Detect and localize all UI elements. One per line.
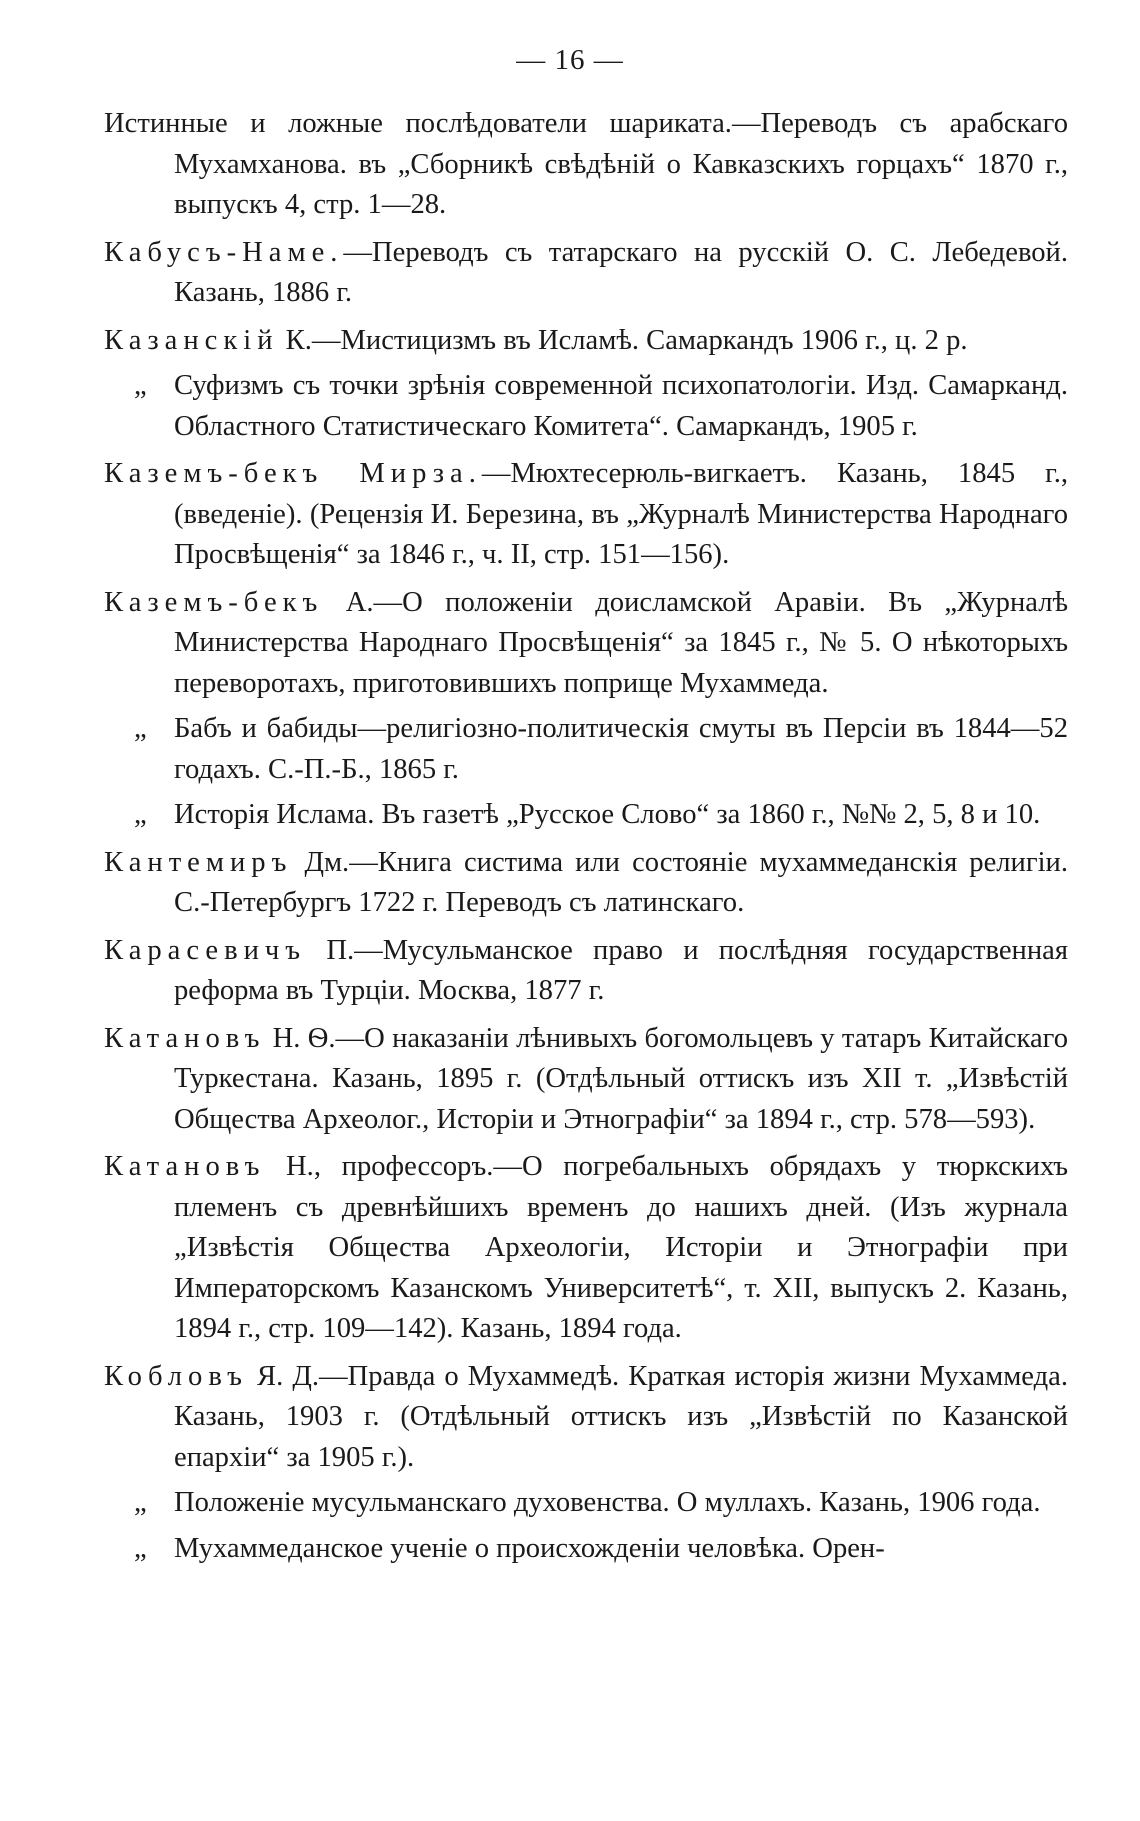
bibliography-entry xyxy=(104,454,1068,576)
entry-author: Катановъ xyxy=(104,1151,266,1182)
entry-text: К.—Мистицизмъ въ Исламѣ. Самаркандъ 1906 г., ц. 2 р. xyxy=(278,324,968,356)
entry-author: Кобловъ xyxy=(104,1360,248,1392)
entry-author: Карасевичъ xyxy=(104,934,307,966)
entry-text: Я. Д.—Правда о Мухаммедѣ. Краткая исторія жизни Мухаммеда. Казань, 1903 г. (Отдѣльный оттискъ изъ „Извѣстій по Казанской епархіи“ за 1905 г.). xyxy=(174,1360,1068,1473)
bibliography-entry-continuation xyxy=(104,709,1068,790)
entry-author: Катановъ xyxy=(104,1022,266,1054)
bibliography-entry xyxy=(104,583,1068,705)
bibliography-list xyxy=(104,104,1068,1576)
bibliography-entry xyxy=(104,233,1068,314)
ditto-mark: „ xyxy=(134,1532,147,1564)
ditto-mark: „ xyxy=(134,1487,147,1518)
page-number: — 16 — xyxy=(516,44,624,76)
bibliography-entry xyxy=(104,843,1068,924)
bibliography-entry xyxy=(104,1357,1068,1479)
bibliography-entry xyxy=(104,321,1068,362)
entry-text: Дм.—Книга систима или состояніе мухаммеданскія религіи. С.-Петербургъ 1722 г. Переводъ съ латинскаго. xyxy=(174,846,1068,918)
entry-text: Н. Ѳ.—О наказаніи лѣнивыхъ богомольцевъ у татаръ Китайскаго Туркестана. Казань, 1895 г. (Отдѣльный оттискъ изъ XII т. „Извѣстій Общества Археолог., Исторіи и Этнографіи“ за 1894 г., стр. 578—593). xyxy=(174,1022,1068,1135)
entry-text: Суфизмъ съ точки зрѣнія современной психопатологіи. Изд. Самарканд. Областного Статистическаго Комитета“. Самаркандъ, 1905 г. xyxy=(174,370,1068,442)
bibliography-entry xyxy=(104,931,1068,1012)
entry-author: Каземъ-бекъ xyxy=(104,586,324,618)
entry-author: Кабусъ-Наме. xyxy=(104,236,344,268)
ditto-mark: „ xyxy=(134,799,147,830)
entry-author: Каземъ-бекъ Мирза. xyxy=(104,458,482,489)
entry-text: П.—Мусульманское право и послѣдняя государственная реформа въ Турціи. Москва, 1877 г. xyxy=(174,934,1068,1006)
entry-text: Бабъ и бабиды—религіозно-политическія смуты въ Персіи въ 1844—52 годахъ. С.-П.-Б., 1865 г. xyxy=(174,713,1068,785)
entry-author: Кантемиръ xyxy=(104,846,293,878)
bibliography-entry xyxy=(104,1019,1068,1141)
bibliography-entry-continuation xyxy=(104,1483,1068,1524)
entry-text: —Мюхтесерюль-вигкаетъ. Казань, 1845 г., (введеніе). (Рецензія И. Березина, въ „Журналѣ Министерства Народнаго Просвѣщенія“ за 1846 г., ч. II, стр. 151—156). xyxy=(174,458,1068,570)
entry-text: А.—О положеніи доисламской Аравіи. Въ „Журналѣ Министерства Народнаго Просвѣщенія“ за 1845 г., № 5. О нѣкоторыхъ переворотахъ, приготовившихъ поприще Мухаммеда. xyxy=(174,586,1068,699)
bibliography-entry-continuation xyxy=(104,795,1068,836)
entry-text: Мухаммеданское ученіе о происхожденіи человѣка. Орен- xyxy=(174,1532,885,1564)
entry-author: Казанскій xyxy=(104,324,279,356)
bibliography-entry-continuation xyxy=(104,366,1068,447)
entry-text: Исторія Ислама. Въ газетѣ „Русское Слово“ за 1860 г., №№ 2, 5, 8 и 10. xyxy=(174,799,1041,830)
entry-text: Н., профессоръ.—О погребальныхъ обрядахъ у тюркскихъ племенъ съ древнѣйшихъ временъ до нашихъ дней. (Изъ журнала „Извѣстія Общества Археологіи, Исторіи и Этнографіи при Императорскомъ Казанскомъ Университетѣ“, т. XII, выпускъ 2. Казань, 1894 г., стр. 109—142). Казань, 1894 года. xyxy=(174,1151,1068,1344)
entry-text: Истинные и ложные послѣдователи шариката.—Переводъ съ арабскаго Мухамханова. въ „Сборникѣ свѣдѣній о Кавказскихъ горцахъ“ 1870 г., выпускъ 4, стр. 1—28. xyxy=(104,108,1068,220)
entry-text: —Переводъ съ татарскаго на русскій О. С. Лебедевой. Казань, 1886 г. xyxy=(174,236,1068,308)
entry-text: Положеніе мусульманскаго духовенства. О муллахъ. Казань, 1906 года. xyxy=(174,1487,1041,1518)
ditto-mark: „ xyxy=(134,370,147,401)
bibliography-entry xyxy=(104,104,1068,226)
ditto-mark: „ xyxy=(134,713,147,744)
bibliography-entry-continuation xyxy=(104,1529,1068,1570)
bibliography-entry xyxy=(104,1147,1068,1350)
